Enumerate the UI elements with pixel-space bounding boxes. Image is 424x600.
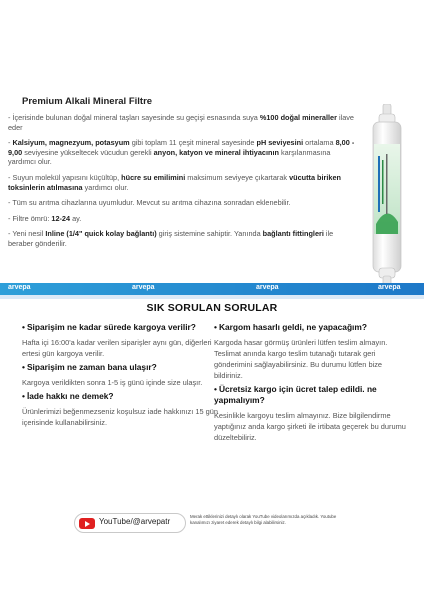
body-text: giriş sistemine sahiptir. Yanında xyxy=(156,229,263,239)
emphasis-text: Kalsiyum, magnezyum, potasyum xyxy=(12,138,130,148)
emphasis-text: 12-24 xyxy=(51,213,71,223)
body-text: - Yeni nesil xyxy=(8,229,46,239)
emphasis-text: vücutta biriken toksinlerin atılmasına xyxy=(8,172,341,192)
desc-minerals xyxy=(8,113,360,132)
desc-compatibility: - Tüm su arıtma cihazlarına uyumludur. Mevcut su arıtma cihazına sonradan eklenebilir. xyxy=(8,198,291,208)
body-text: ilave eder xyxy=(8,113,354,132)
body-text: ile beraber gönderilir. xyxy=(8,229,334,248)
emphasis-text: bağlantı fittingleri xyxy=(262,229,324,239)
body-text: yardımcı olur. xyxy=(82,182,129,192)
brand-banner xyxy=(0,283,424,295)
filter-cartridge-image xyxy=(362,104,412,289)
bullet-icon: • xyxy=(22,322,25,332)
emphasis-text: %100 doğal mineraller xyxy=(259,113,337,122)
brand-label: arvepa xyxy=(378,284,401,291)
faq-column-right xyxy=(214,322,410,446)
body-text: - Filtre ömrü: xyxy=(8,213,52,223)
emphasis-text: pH seviyesini xyxy=(256,138,304,148)
faq-answer: Hafta içi 16:00'a kadar verilen siparişler aynı gün, diğerleri ertesi gün kargoya verilir. xyxy=(22,338,212,358)
youtube-icon xyxy=(79,518,95,529)
emphasis-text: 8,00 - 9,00 xyxy=(8,138,355,157)
body-text: seviyesine yükseltecek vücudun gerekli xyxy=(22,147,154,157)
product-description xyxy=(8,113,360,255)
emphasis-text: hücre su emilimini xyxy=(121,172,186,182)
faq-question: • Kargom hasarlı geldi, ne yapacağım? xyxy=(214,322,367,332)
faq-question: • Siparişim ne kadar sürede kargoya verilir? xyxy=(22,322,196,332)
faq-answer: Kesinlikle kargoyu teslim almayınız. Bize bilgilendirme yaptığınız anda kargo şirketi ile irtibata geçerek bu durumu düzeltebiliriz. xyxy=(214,411,406,442)
body-text: - İçerisinde bulunan doğal mineral taşları sayesinde su geçişi esnasında suya xyxy=(8,113,260,122)
body-text: maksimum seviyeye çıkartarak xyxy=(185,172,290,182)
brand-label: arvepa xyxy=(256,284,279,291)
faq-question: • Siparişim ne zaman bana ulaşır? xyxy=(22,362,157,372)
bullet-icon: • xyxy=(22,391,25,401)
faq-answer: Kargoda hasar görmüş ürünleri lütfen teslim almayın. Teslimat anında kargo teslim tutanağı tutarak geri gönderimini sağlayabilirsiniz. Bu durumu lütfen bize bildiriniz. xyxy=(214,338,388,380)
banner-divider xyxy=(0,295,424,299)
bullet-icon: • xyxy=(22,362,25,372)
emphasis-text: Inline (1/4" quick kolay bağlantı) xyxy=(45,229,157,239)
brand-label: arvepa xyxy=(132,284,155,291)
faq-column-left xyxy=(22,322,218,431)
emphasis-text: anyon, katyon ve mineral ihtiyacının xyxy=(153,147,279,157)
youtube-handle: YouTube/@arvepatr xyxy=(99,517,171,526)
body-text: ortalama xyxy=(303,138,336,148)
body-text: - xyxy=(8,138,13,148)
faq-title: SIK SORULAN SORULAR xyxy=(146,302,278,314)
desc-ph xyxy=(8,138,360,167)
faq-answer: Kargoya verildikten sonra 1-5 iş günü içinde size ulaşır. xyxy=(22,378,203,387)
desc-molecule xyxy=(8,173,360,192)
faq-question: • İade hakkı ne demek? xyxy=(22,391,114,401)
youtube-channel-link[interactable] xyxy=(74,513,186,533)
desc-connection xyxy=(8,229,360,248)
faq-answer: Ürünlerimizi beğenmezseniz koşulsuz iade hakkınızı 15 gün içerisinde kullanabilirsiniz. xyxy=(22,407,218,427)
product-section xyxy=(0,0,424,290)
faq-question: • Ücretsiz kargo için ücret talep edildi. ne yapmalıyım? xyxy=(214,384,377,405)
body-text: - Suyun molekül yapısını küçültüp, xyxy=(8,172,122,182)
brand-label: arvepa xyxy=(8,284,31,291)
body-text: gibi toplam 11 çeşit mineral sayesinde xyxy=(129,138,257,148)
desc-lifetime xyxy=(8,214,360,224)
bullet-icon: • xyxy=(214,384,217,394)
body-text: karşılanmasına yardımcı olur. xyxy=(8,147,331,167)
body-text: ay. xyxy=(70,213,82,223)
bullet-icon: • xyxy=(214,322,217,332)
youtube-note: Merak ettiklerinizi detaylı olarak YouTube videolarımızda açıkladık. Youtube kanalımızı ziyaret ederek detaylı bilgi alabilirsiniz. xyxy=(190,514,337,525)
product-title: Premium Alkali Mineral Filtre xyxy=(22,96,153,107)
